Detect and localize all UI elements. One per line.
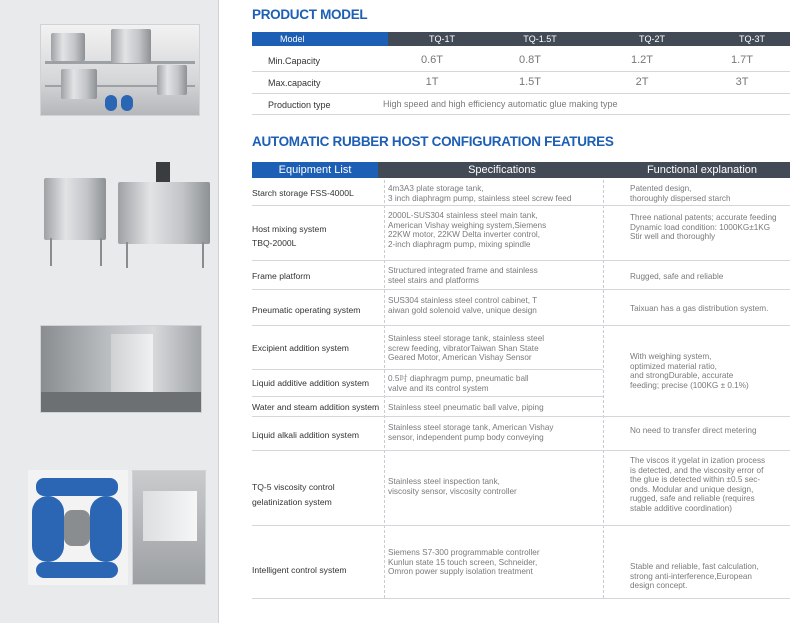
function-text: Patented design, thoroughly dispersed starch <box>630 184 731 203</box>
storage-tanks-photo <box>42 160 212 270</box>
max-capacity-label: Max.capacity <box>268 78 321 88</box>
row-separator <box>252 450 790 451</box>
specification-text: Stainless steel inspection tank, viscosity sensor, viscosity controller <box>388 477 517 496</box>
diaphragm-pump-photo <box>28 470 128 585</box>
min-capacity-value: 1.7T <box>730 54 753 66</box>
row-separator <box>252 369 603 370</box>
stainless-cabinet-photo <box>40 325 202 413</box>
model-table-header <box>252 32 790 46</box>
function-text: No need to transfer direct metering <box>630 426 757 435</box>
function-text: Rugged, safe and reliable <box>630 272 724 281</box>
equipment-label: Frame platform <box>252 271 311 281</box>
inspection-tank-photo <box>132 470 206 585</box>
function-text-merged: With weighing system, optimized material ratio, and strongDurable, accurate feeding; precise (100KG ± 0.1%) <box>630 352 749 390</box>
equipment-label: Host mixing system TBQ-2000L <box>252 224 327 248</box>
equipment-label: Liquid additive addition system <box>252 378 370 388</box>
photo-sidebar <box>0 0 218 623</box>
row-separator <box>252 525 790 526</box>
model-col-4: TQ-3T <box>739 34 765 44</box>
max-capacity-value: 1.5T <box>518 76 541 88</box>
sidebar-divider <box>218 0 219 623</box>
equipment-label: Intelligent control system <box>252 565 347 575</box>
equipment-label: Starch storage FSS-4000L <box>252 188 354 198</box>
row-separator <box>252 71 790 72</box>
min-capacity-value: 1.2T <box>630 54 653 66</box>
row-separator <box>252 325 790 326</box>
features-table-header <box>252 162 790 178</box>
product-model-heading: PRODUCT MODEL <box>252 7 368 22</box>
equipment-label: Liquid alkali addition system <box>252 430 360 440</box>
function-text: Stable and reliable, fast calculation, strong anti-interference,European design concept. <box>630 562 759 590</box>
row-separator <box>252 260 790 261</box>
production-type-value: High speed and high efficiency automatic glue making type <box>383 99 618 109</box>
specification-text: Stainless steel pneumatic ball valve, piping <box>388 403 544 412</box>
features-header-specifications: Specifications <box>468 164 536 176</box>
features-heading: AUTOMATIC RUBBER HOST CONFIGURATION FEATURES <box>252 134 614 149</box>
specification-text: Stainless steel storage tank, American Vishay sensor, independent pump body conveying <box>388 423 554 442</box>
equipment-label: TQ-5 viscosity control gelatinization system <box>252 482 335 507</box>
model-header-label: Model <box>252 32 388 46</box>
row-separator <box>252 289 790 290</box>
equipment-label: Water and steam addition system <box>252 402 380 412</box>
specification-text: 0.5吋 diaphragm pump, pneumatic ball valve and its control system <box>388 374 529 393</box>
function-text: The viscos it ygelat in ization process is detected, and the viscosity error of the glue is detected within ±0.5 sec- onds. Modular and unique design, rugged, safe and reliable (requires stable additive coordination) <box>630 456 766 513</box>
row-separator <box>252 598 790 599</box>
row-separator <box>252 205 790 206</box>
max-capacity-value: 3T <box>735 76 749 88</box>
row-separator <box>252 93 790 94</box>
row-separator <box>252 396 603 397</box>
row-separator <box>252 416 790 417</box>
production-type-label: Production type <box>268 100 331 110</box>
equipment-label: Excipient addition system <box>252 343 349 353</box>
equipment-label: Pneumatic operating system <box>252 305 361 315</box>
row-separator <box>252 114 790 115</box>
column-divider <box>603 180 604 598</box>
min-capacity-value: 0.8T <box>518 54 541 66</box>
specification-text: 2000L-SUS304 stainless steel main tank, American Vishay weighing system,Siemens 22KW motor, 22KW Delta inverter control, 2-inch diaphragm pump, mixing spindle <box>388 211 547 249</box>
features-header-functional: Functional explanation <box>646 164 758 176</box>
max-capacity-value: 1T <box>425 76 439 88</box>
max-capacity-value: 2T <box>635 76 649 88</box>
features-header-equipment: Equipment List <box>252 162 378 178</box>
glue-making-machine-photo <box>40 24 200 116</box>
specification-text: Siemens S7-300 programmable controller Kunlun state 15 touch screen, Schneider, Omron power supply isolation treatment <box>388 548 540 576</box>
min-capacity-label: Min.Capacity <box>268 56 321 66</box>
specification-text: 4m3A3 plate storage tank, 3 inch diaphragm pump, stainless steel screw feed <box>388 184 572 203</box>
specification-text: Stainless steel storage tank, stainless steel screw feeding, vibratorTaiwan Shan State Geared Motor, American Vishay Sensor <box>388 334 545 362</box>
model-col-3: TQ-2T <box>639 34 665 44</box>
function-text: Taixuan has a gas distribution system. <box>630 304 769 313</box>
specification-text: Structured integrated frame and stainless steel stairs and platforms <box>388 266 538 285</box>
min-capacity-value: 0.6T <box>420 54 443 66</box>
specification-text: SUS304 stainless steel control cabinet, T aiwan gold solenoid valve, unique design <box>388 296 538 315</box>
model-col-2: TQ-1.5T <box>523 34 557 44</box>
function-text: Three national patents; accurate feeding Dynamic load condition: 1000KG±1KG Stir well and thoroughly <box>630 213 777 241</box>
model-col-1: TQ-1T <box>429 34 455 44</box>
